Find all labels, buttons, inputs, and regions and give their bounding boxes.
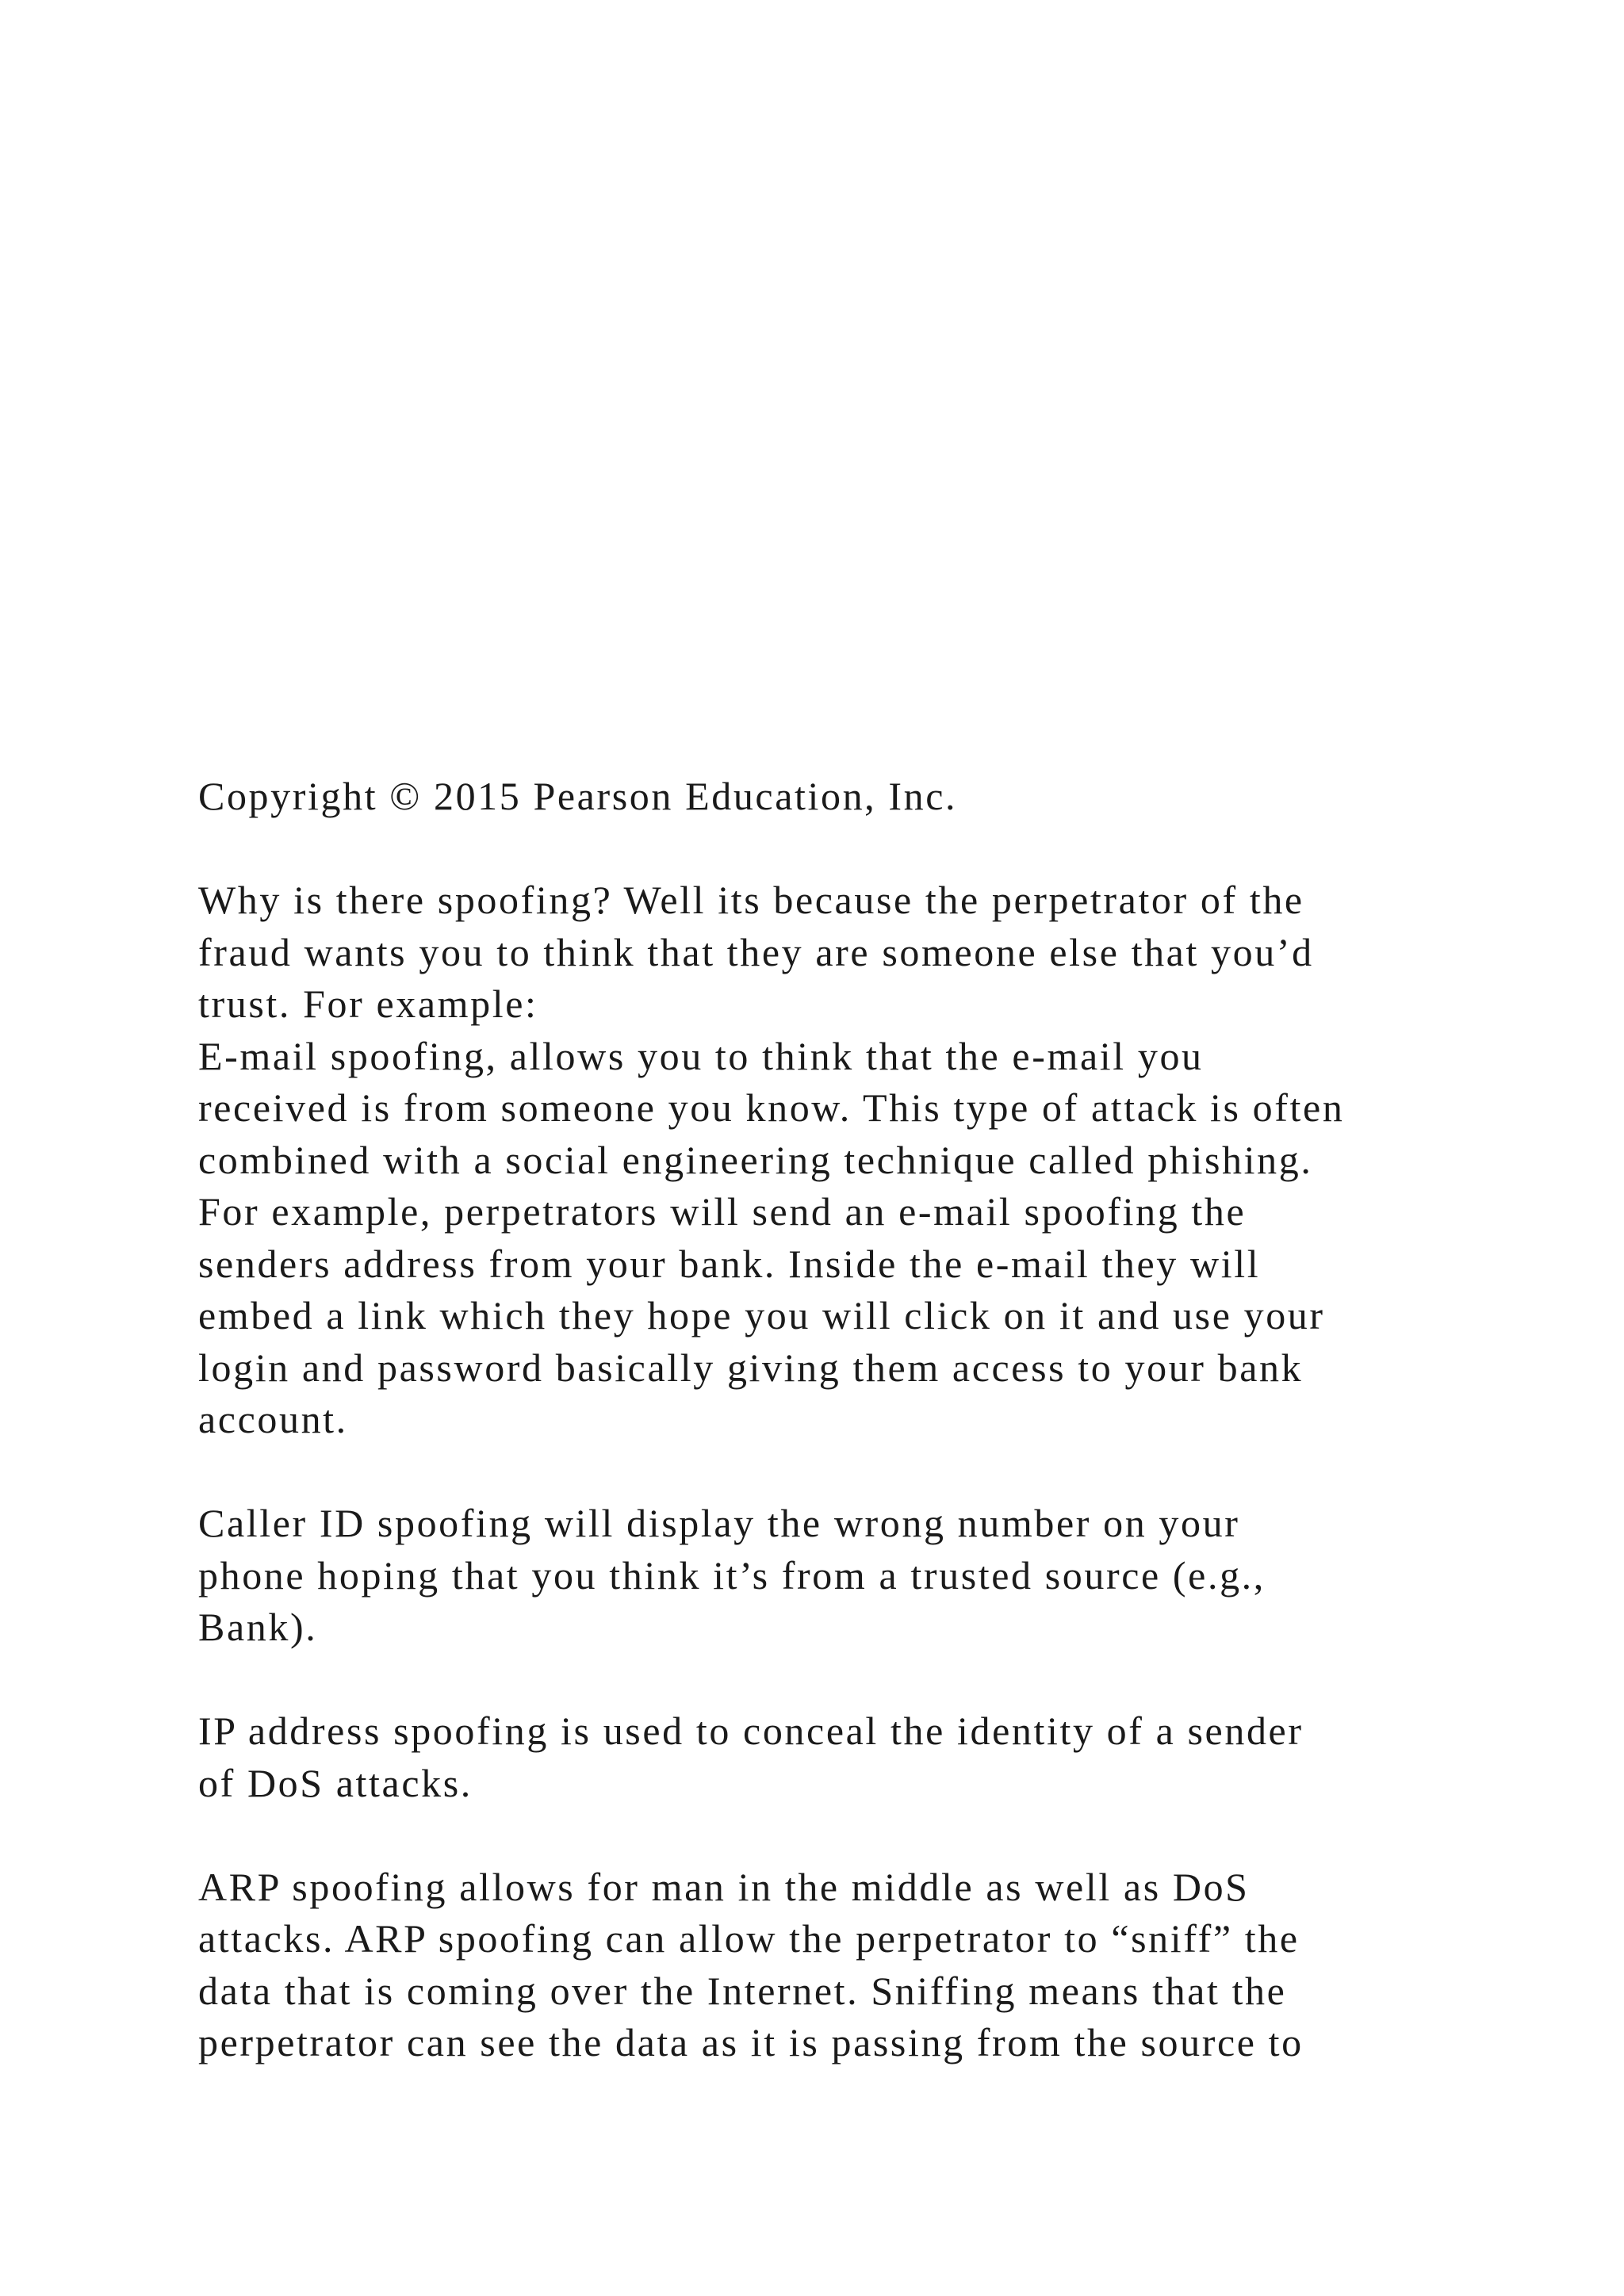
paragraph-caller-id bbox=[198, 1498, 1467, 1654]
text-line: received is from someone you know. This type of attack is often bbox=[198, 1085, 1345, 1130]
paragraph-spacer bbox=[198, 1809, 1467, 1862]
paragraph-spoofing-intro bbox=[198, 874, 1467, 1446]
text-line: Why is there spoofing? Well its because the perpetrator of the bbox=[198, 878, 1304, 922]
text-line: phone hoping that you think it’s from a trusted source (e.g., bbox=[198, 1552, 1266, 1598]
paragraph-arp bbox=[198, 1862, 1467, 2069]
text-line: embed a link which they hope you will click on it and use your bbox=[198, 1293, 1325, 1337]
text-line: fraud wants you to think that they are someone else that you’d bbox=[198, 929, 1314, 974]
text-line: Caller ID spoofing will display the wrong number on your bbox=[198, 1501, 1240, 1545]
text-line: attacks. ARP spoofing can allow the perpetrator to “sniff” the bbox=[198, 1916, 1300, 1961]
text-line: ARP spoofing allows for man in the middle as well as DoS bbox=[198, 1864, 1250, 1909]
text-line: of DoS attacks. bbox=[198, 1760, 473, 1805]
paragraph-spacer bbox=[198, 1654, 1467, 1706]
text-line: perpetrator can see the data as it is passing from the source to bbox=[198, 2020, 1304, 2064]
paragraph-spacer bbox=[198, 823, 1467, 875]
text-line: E-mail spoofing, allows you to think that the e-mail you bbox=[198, 1033, 1204, 1078]
text-line: Bank). bbox=[198, 1605, 318, 1649]
text-line: login and password basically giving them access to your bank bbox=[198, 1345, 1304, 1390]
text-line: IP address spoofing is used to conceal the identity of a sender bbox=[198, 1709, 1304, 1753]
document-body bbox=[198, 771, 1467, 2069]
paragraph-ip-address bbox=[198, 1705, 1467, 1809]
paragraph-spacer bbox=[198, 1446, 1467, 1498]
text-line: trust. For example: bbox=[198, 982, 538, 1026]
text-line: data that is coming over the Internet. Sniffing means that the bbox=[198, 1968, 1287, 2013]
text-line: senders address from your bank. Inside the e-mail they will bbox=[198, 1241, 1261, 1286]
text-line: combined with a social engineering technique called phishing. bbox=[198, 1137, 1313, 1182]
text-line: For example, perpetrators will send an e-mail spoofing the bbox=[198, 1189, 1247, 1234]
copyright-line: Copyright © 2015 Pearson Education, Inc. bbox=[198, 774, 958, 818]
text-line: account. bbox=[198, 1397, 348, 1441]
